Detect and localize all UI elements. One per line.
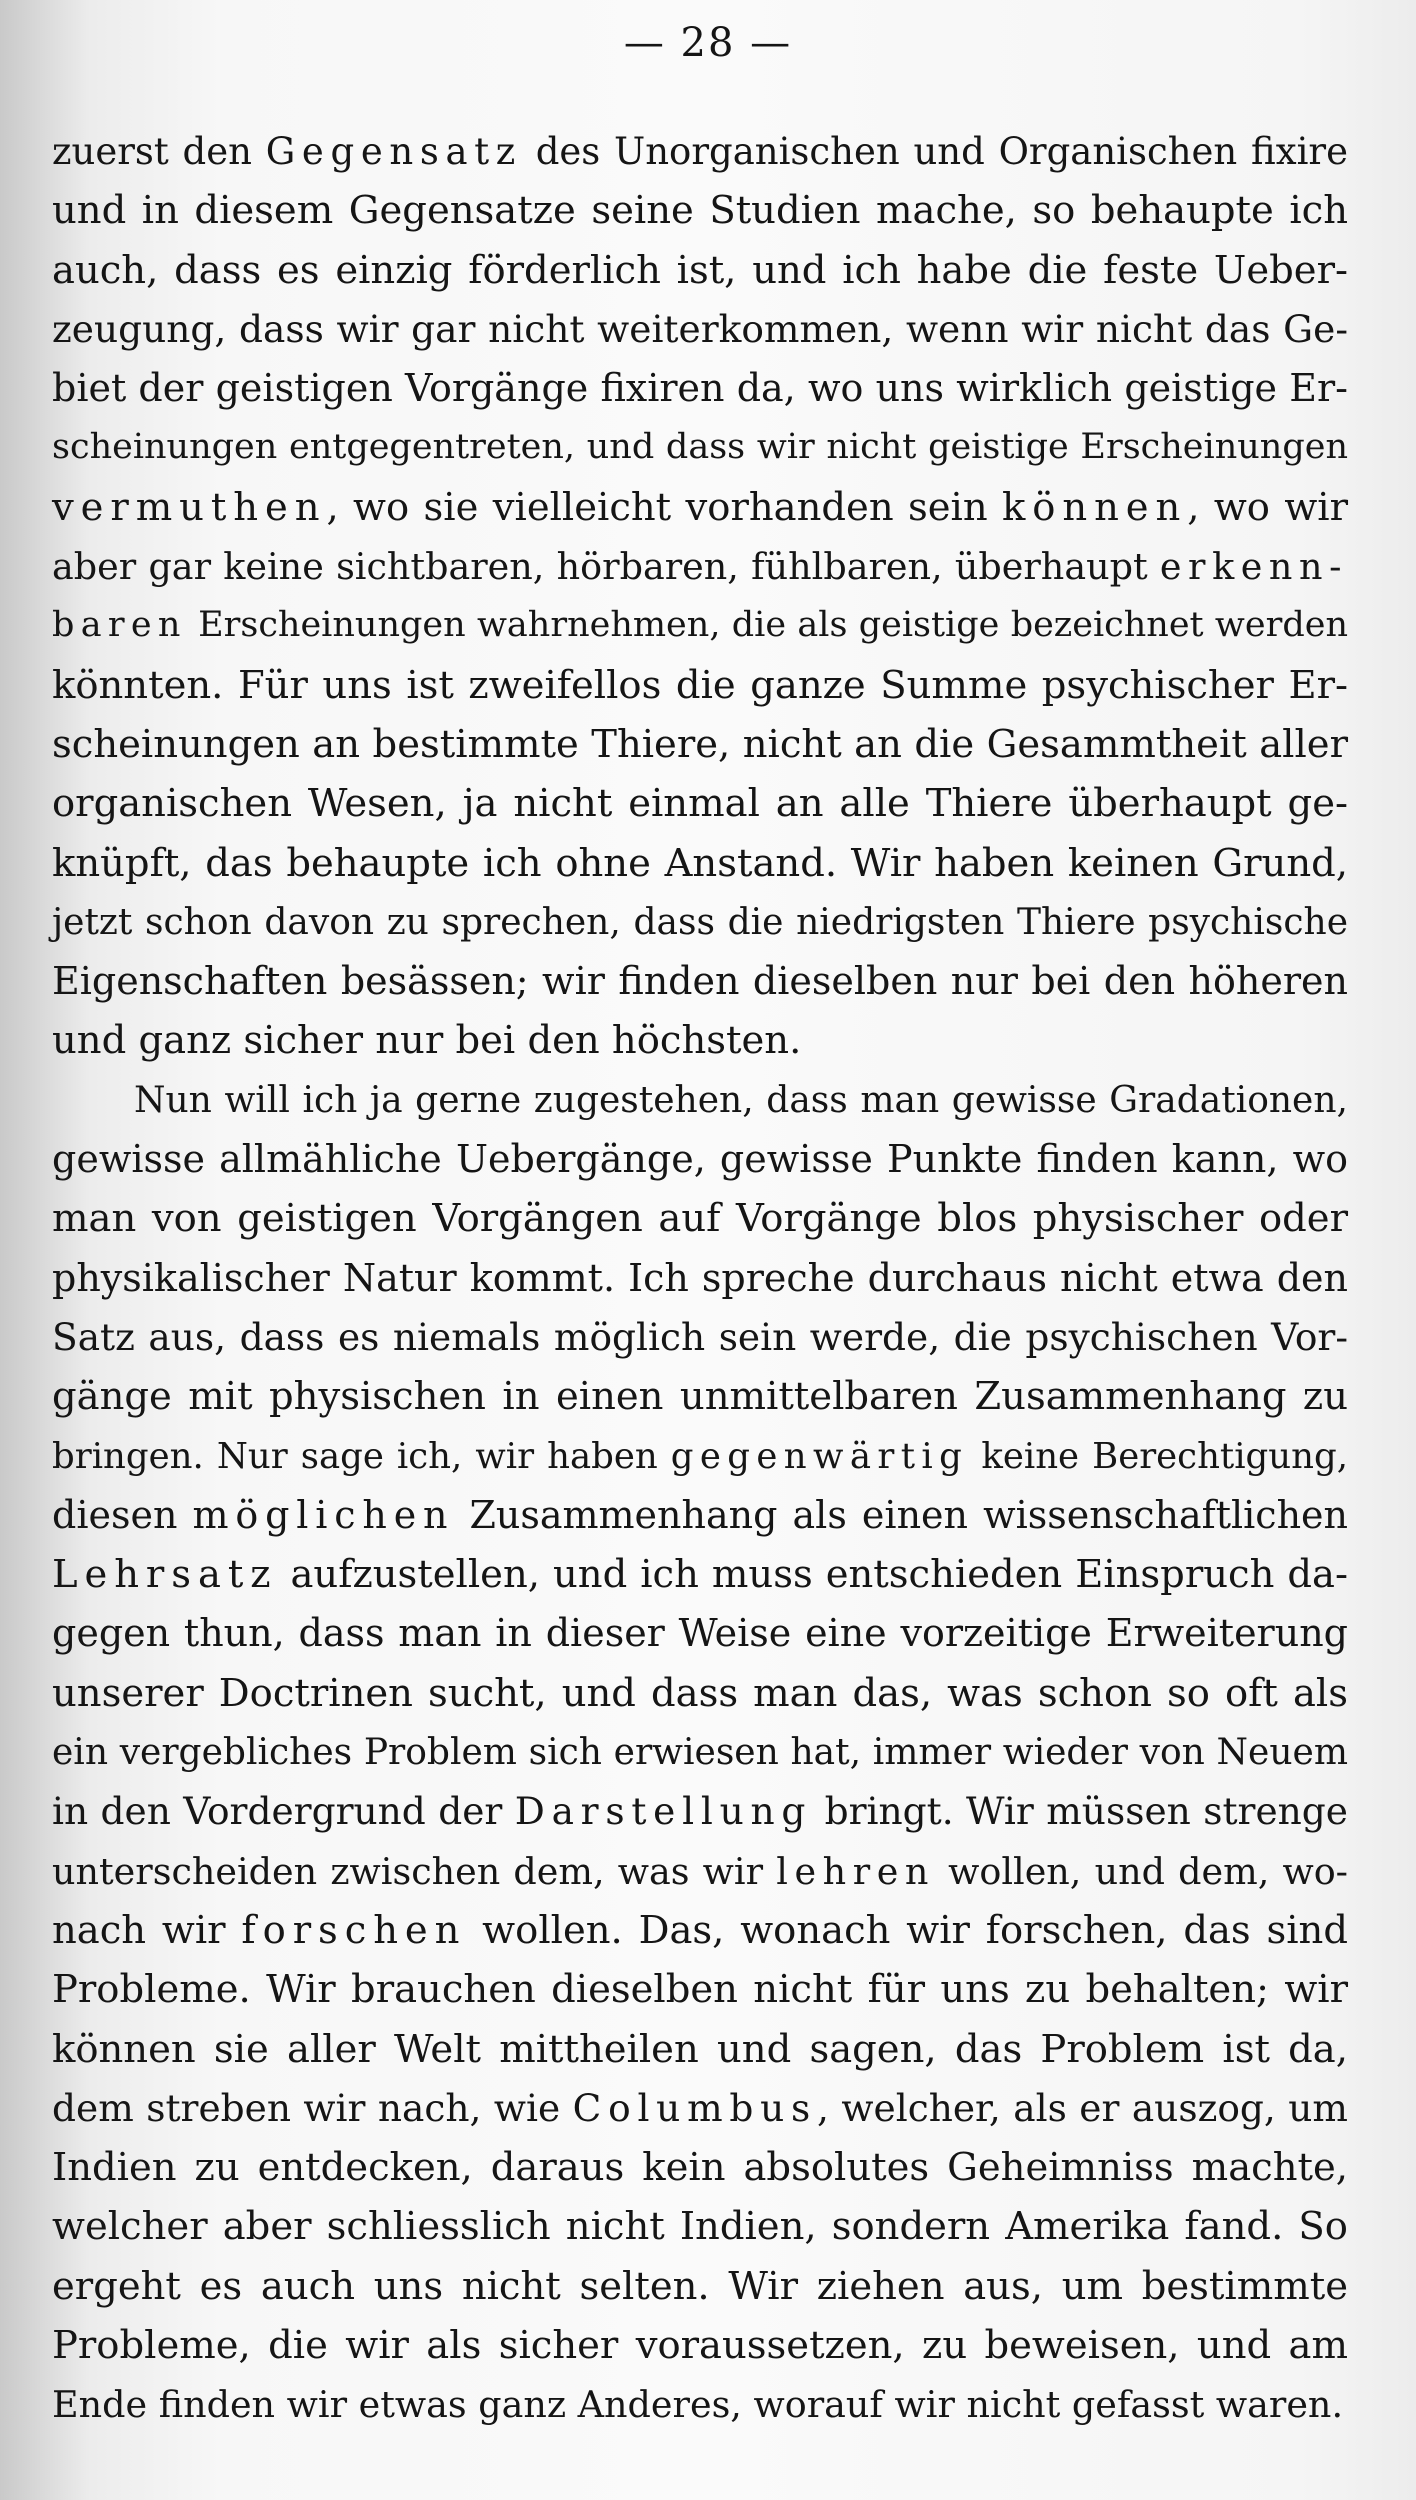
text-line: organischen Wesen, ja nicht einmal an alle Thiere überhaupt ge- [52, 781, 1348, 827]
text-line: dem streben wir nach, wie Columbus, welcher, als er auszog, um [52, 2085, 1348, 2130]
text-line: jetzt schon davon zu sprechen, dass die niedrigsten Thiere psychische [52, 901, 1348, 943]
text-line: ergeht es auch uns nicht selten. Wir ziehen aus, um bestimmte [52, 2263, 1348, 2309]
text-line: ein vergebliches Problem sich erwiesen hat, immer wieder von Neuem [52, 1732, 1348, 1774]
text-line: welcher aber schliesslich nicht Indien, sondern Amerika fand. So [52, 2204, 1348, 2250]
text-line: auch, dass es einzig förderlich ist, und ich habe die feste Ueber- [52, 247, 1348, 293]
text-line: könnten. Für uns ist zweifellos die ganze Summe psychischer Er- [52, 662, 1348, 708]
text-line: Satz aus, dass es niemals möglich sein werde, die psychischen Vor- [52, 1314, 1348, 1359]
text-line: zeugung, dass wir gar nicht weiterkommen, wenn wir nicht das Ge- [52, 306, 1348, 351]
text-line: gänge mit physischen in einen unmittelbaren Zusammenhang zu [52, 1374, 1348, 1420]
text-line: diesen möglichen Zusammenhang als einen wissenschaftlichen [52, 1492, 1349, 1537]
text-line: aber gar keine sichtbaren, hörbaren, fühlbaren, überhaupt erkenn- [52, 545, 1348, 589]
text-line: in den Vordergrund der Darstellung bringt. Wir müssen strenge [52, 1789, 1348, 1834]
text-line: scheinungen entgegentreten, und dass wir nicht geistige Erscheinungen [52, 427, 1348, 468]
text-line: können sie aller Welt mittheilen und sagen, das Problem ist da, [52, 2026, 1348, 2072]
text-line: vermuthen, wo sie vielleicht vorhanden sein können, wo wir [52, 484, 1348, 530]
text-line: physikalischer Natur kommt. Ich spreche durchaus nicht etwa den [52, 1255, 1348, 1300]
text-line: scheinungen an bestimmte Thiere, nicht an die Gesammtheit aller [52, 721, 1348, 767]
text-line: nach wir forschen wollen. Das, wonach wir forschen, das sind [52, 1907, 1348, 1953]
text-line: unterscheiden zwischen dem, was wir lehren wollen, und dem, wo- [52, 1849, 1349, 1893]
text-line: baren Erscheinungen wahrnehmen, die als geistige bezeichnet werden [52, 605, 1348, 646]
text-line: zuerst den Gegensatz des Unorganischen und Organischen fixire [52, 130, 1348, 173]
text-line: Indien zu entdecken, daraus kein absolutes Geheimniss machte, [52, 2145, 1348, 2191]
text-line: Probleme, die wir als sicher voraussetzen, zu beweisen, und am [52, 2322, 1348, 2368]
text-line: Lehrsatz aufzustellen, und ich muss entschieden Einspruch da- [52, 1552, 1348, 1598]
text-line: Ende finden wir etwas ganz Anderes, worauf wir nicht gefasst waren. [52, 2383, 1344, 2427]
text-line: und in diesem Gegensatze seine Studien mache, so behaupte ich [52, 188, 1348, 234]
page-number: — 28 — [623, 20, 793, 66]
text-line: Nun will ich ja gerne zugestehen, dass man gewisse Gradationen, [134, 1079, 1348, 1121]
text-line: Eigenschaften besässen; wir finden dieselben nur bei den höheren [52, 959, 1348, 1004]
body-text [52, 122, 1348, 2435]
text-line: gegen thun, dass man in dieser Weise eine vorzeitige Erweiterung [52, 1611, 1348, 1656]
text-line: gewisse allmähliche Uebergänge, gewisse Punkte finden kann, wo [52, 1137, 1348, 1182]
text-line: Probleme. Wir brauchen dieselben nicht für uns zu behalten; wir [52, 1967, 1348, 2013]
text-line: unserer Doctrinen sucht, und dass man das, was schon so oft als [52, 1670, 1348, 1716]
text-line: biet der geistigen Vorgänge fixiren da, wo uns wirklich geistige Er- [52, 366, 1348, 411]
text-line: bringen. Nur sage ich, wir haben gegenwärtig keine Berechtigung, [52, 1435, 1349, 1477]
text-line: man von geistigen Vorgängen auf Vorgänge blos physischer oder [52, 1196, 1348, 1242]
text-line: knüpft, das behaupte ich ohne Anstand. Wir haben keinen Grund, [52, 840, 1348, 886]
text-line: und ganz sicher nur bei den höchsten. [52, 1018, 802, 1064]
